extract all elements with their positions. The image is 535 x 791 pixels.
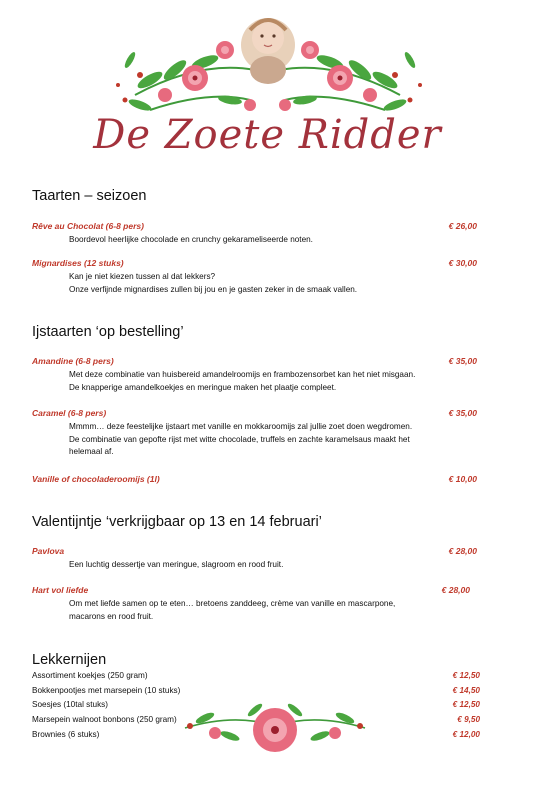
item-price: € 28,00: [441, 585, 470, 595]
list-item: [32, 671, 480, 680]
menu-item: [32, 408, 477, 459]
item-name: Pavlova: [32, 546, 65, 556]
list-item: [32, 686, 480, 695]
item-description: Kan je niet kiezen tussen al dat lekkers? Onze verfijnde mignardises zullen bij jou en je gasten zeker in de smaak vallen.: [69, 272, 358, 294]
item-name: Mignardises (12 stuks): [32, 258, 124, 268]
item-price: € 35,00: [448, 356, 477, 366]
item-name: Rêve au Chocolat (6-8 pers): [32, 221, 144, 231]
list-item: [32, 700, 480, 709]
menu-item: [32, 546, 477, 572]
item-name: Marsepein walnoot bonbons (250 gram): [32, 715, 177, 724]
item-price: € 12,50: [452, 700, 480, 709]
item-name: Brownies (6 stuks): [32, 730, 100, 739]
item-price: € 10,00: [448, 474, 477, 484]
item-name: Bokkenpootjes met marsepein (10 stuks): [32, 686, 181, 695]
item-price: € 30,00: [448, 258, 477, 268]
item-price: € 28,00: [448, 546, 477, 556]
section-title-taarten: Taarten – seizoen: [32, 188, 147, 204]
item-description: Met deze combinatie van huisbereid amandelroomijs en frambozensorbet kan het niet misgaan. De knapperige amandelkoekjes en meringue maken het plaatje compleet.: [69, 370, 416, 392]
section-title-valentijn: Valentijntje ‘verkrijgbaar op 13 en 14 februari’: [32, 514, 322, 530]
item-price: € 26,00: [448, 221, 477, 231]
menu-item: [32, 221, 477, 247]
menu-item: [32, 356, 477, 394]
item-name: Caramel (6-8 pers): [32, 408, 107, 418]
list-item: [32, 715, 480, 724]
item-price: € 35,00: [448, 408, 477, 418]
item-description: Boordevol heerlijke chocolade en crunchy gekarameliseerde noten.: [69, 235, 313, 244]
item-description: Om met liefde samen op te eten… bretoens zanddeeg, crème van vanille en mascarpone, macarons en rood fruit.: [69, 599, 396, 621]
list-item: [32, 730, 480, 739]
item-price: € 9,50: [457, 715, 480, 724]
item-name: Soesjes (10tal stuks): [32, 700, 108, 709]
item-name: Hart vol liefde: [32, 585, 89, 595]
portrait-illustration: [241, 18, 295, 84]
item-name: Assortiment koekjes (250 gram): [32, 671, 148, 680]
section-title-lekkernijen: Lekkernijen: [32, 652, 107, 668]
menu-item: [32, 585, 470, 623]
section-title-ijstaarten: Ijstaarten ‘op bestelling’: [32, 324, 184, 340]
item-description: Een luchtig dessertje van meringue, slagroom en rood fruit.: [69, 560, 284, 569]
item-name: Vanille of chocoladeroomijs (1l): [32, 474, 160, 484]
item-price: € 14,50: [452, 686, 480, 695]
item-price: € 12,00: [452, 730, 480, 739]
item-price: € 12,50: [452, 671, 480, 680]
menu-item: [32, 258, 477, 296]
brand-logo-text: De Zoete Ridder: [93, 112, 442, 158]
item-name: Amandine (6-8 pers): [32, 356, 114, 366]
item-description: Mmmm… deze feestelijke ijstaart met vanille en mokkaroomijs zal jullie zoet doen wegdromen. De combinatie van gepofte rijst met witte chocolade, truffels en zachte karamelsaus maakt het helemaal af.: [69, 422, 413, 456]
header-garland: [0, 0, 535, 175]
menu-item: [32, 474, 477, 484]
